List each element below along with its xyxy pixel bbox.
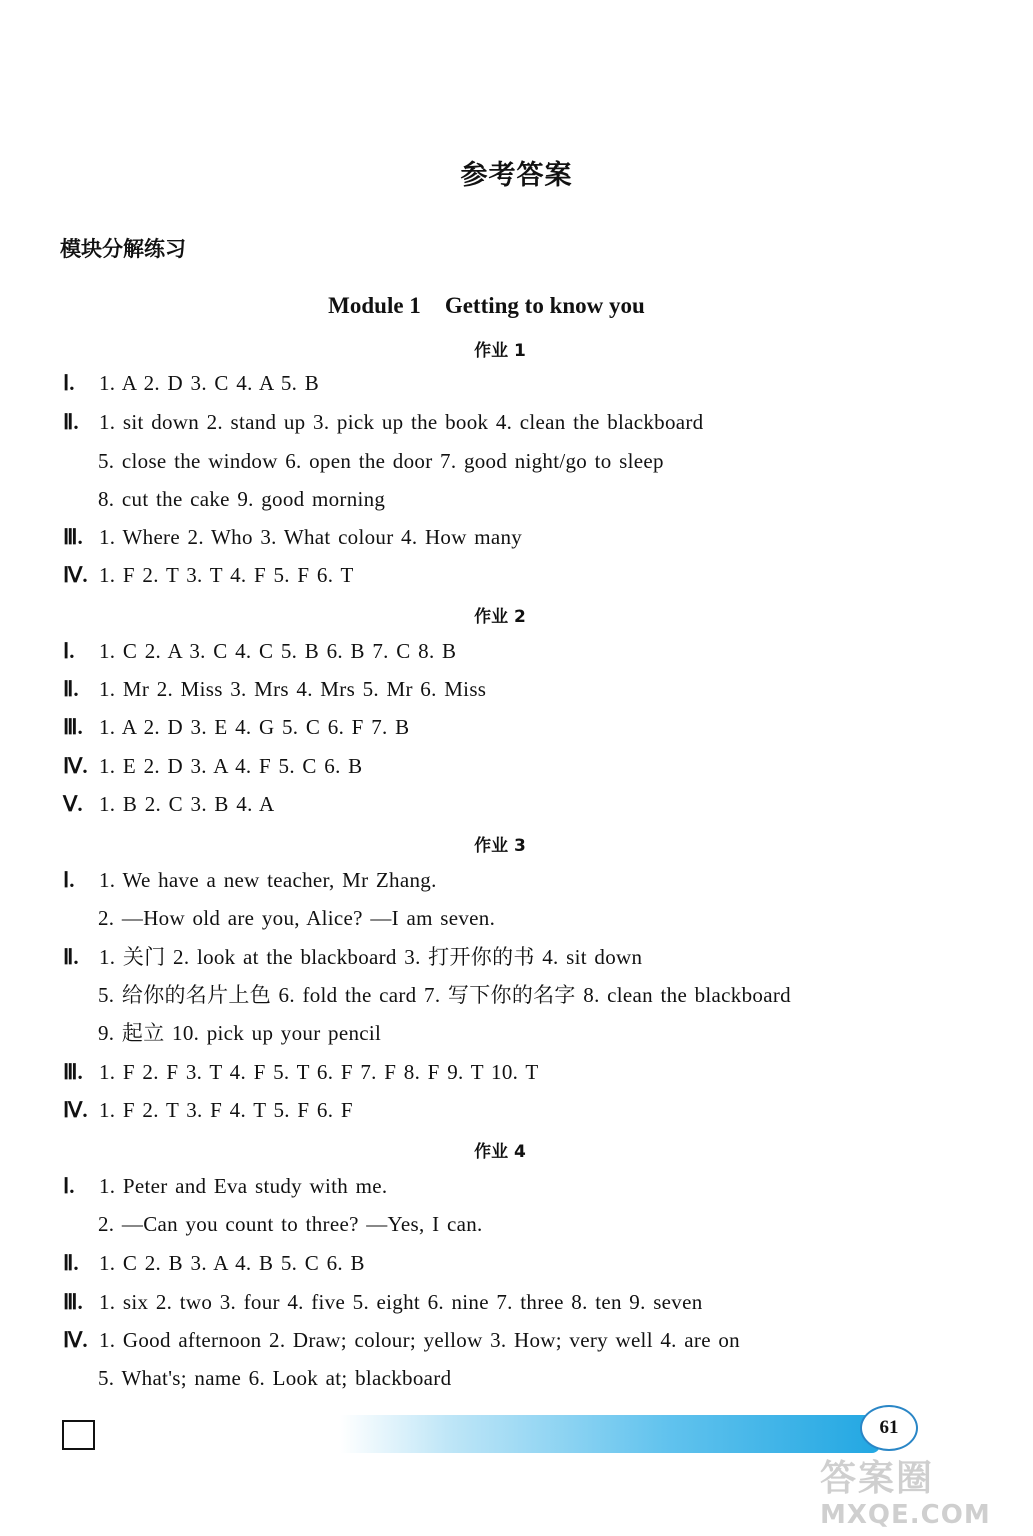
page-title: 参考答案	[460, 160, 573, 191]
answer-line: Ⅰ. 1. We have a new teacher, Mr Zhang.	[63, 868, 437, 892]
answer-line: Ⅱ. 1. Mr 2. Miss 3. Mrs 4. Mrs 5. Mr 6. Miss	[63, 677, 487, 701]
answer-line: 2. —Can you count to three? —Yes, I can.	[98, 1212, 483, 1236]
watermark-logo	[820, 1458, 1020, 1532]
answer-line: Ⅲ. 1. A 2. D 3. E 4. G 5. C 6. F 7. B	[63, 715, 410, 739]
answer-line: Ⅲ. 1. six 2. two 3. four 4. five 5. eight 6. nine 7. three 8. ten 9. seven	[63, 1290, 703, 1314]
homework-4-title: 作业 4	[474, 1142, 526, 1162]
answer-line: Ⅱ. 1. 关门 2. look at the blackboard 3. 打开你的书 4. sit down	[63, 945, 643, 969]
footer-gradient-band	[340, 1415, 880, 1453]
homework-1-title: 作业 1	[474, 341, 526, 361]
answer-line: Ⅳ. 1. E 2. D 3. A 4. F 5. C 6. B	[63, 754, 363, 778]
answer-line: Ⅲ. 1. F 2. F 3. T 4. F 5. T 6. F 7. F 8. F 9. T 10. T	[63, 1060, 539, 1084]
answer-line: 9. 起立 10. pick up your pencil	[98, 1021, 382, 1045]
page-number: 61	[879, 1417, 899, 1438]
answer-line: Ⅳ. 1. Good afternoon 2. Draw; colour; yellow 3. How; very well 4. are on	[63, 1328, 740, 1352]
answer-line: 5. 给你的名片上色 6. fold the card 7. 写下你的名字 8. clean the blackboard	[98, 983, 791, 1007]
answer-line: Ⅰ. 1. A 2. D 3. C 4. A 5. B	[63, 371, 320, 395]
answer-line: 8. cut the cake 9. good morning	[98, 487, 386, 511]
module-name: Getting to know you	[444, 293, 645, 318]
answer-line: Ⅳ. 1. F 2. T 3. F 4. T 5. F 6. F	[63, 1098, 353, 1122]
answer-line: Ⅰ. 1. Peter and Eva study with me.	[63, 1174, 388, 1198]
answer-line: 5. close the window 6. open the door 7. good night/go to sleep	[98, 449, 664, 473]
homework-3-title: 作业 3	[474, 836, 526, 856]
module-number: Module 1	[328, 293, 421, 318]
page-number-badge	[860, 1405, 918, 1451]
homework-2-title: 作业 2	[474, 607, 526, 627]
watermark-text: 答案圈	[820, 1458, 935, 1499]
section-heading: 模块分解练习	[60, 237, 186, 261]
answer-line: Ⅰ. 1. C 2. A 3. C 4. C 5. B 6. B 7. C 8. B	[63, 639, 457, 663]
answer-line: Ⅳ. 1. F 2. T 3. T 4. F 5. F 6. T	[63, 563, 354, 587]
answer-line: 5. What's; name 6. Look at; blackboard	[98, 1366, 452, 1390]
answer-line: 2. —How old are you, Alice? —I am seven.	[98, 906, 496, 930]
answer-line: Ⅱ. 1. sit down 2. stand up 3. pick up the book 4. clean the blackboard	[63, 410, 704, 434]
module-title	[0, 293, 973, 319]
watermark-url: MXQE.COM	[820, 1500, 991, 1530]
footer-square-box	[62, 1420, 95, 1450]
answer-line: Ⅴ. 1. B 2. C 3. B 4. A	[63, 792, 275, 816]
answer-line: Ⅲ. 1. Where 2. Who 3. What colour 4. How many	[63, 525, 523, 549]
answer-line: Ⅱ. 1. C 2. B 3. A 4. B 5. C 6. B	[63, 1251, 365, 1275]
